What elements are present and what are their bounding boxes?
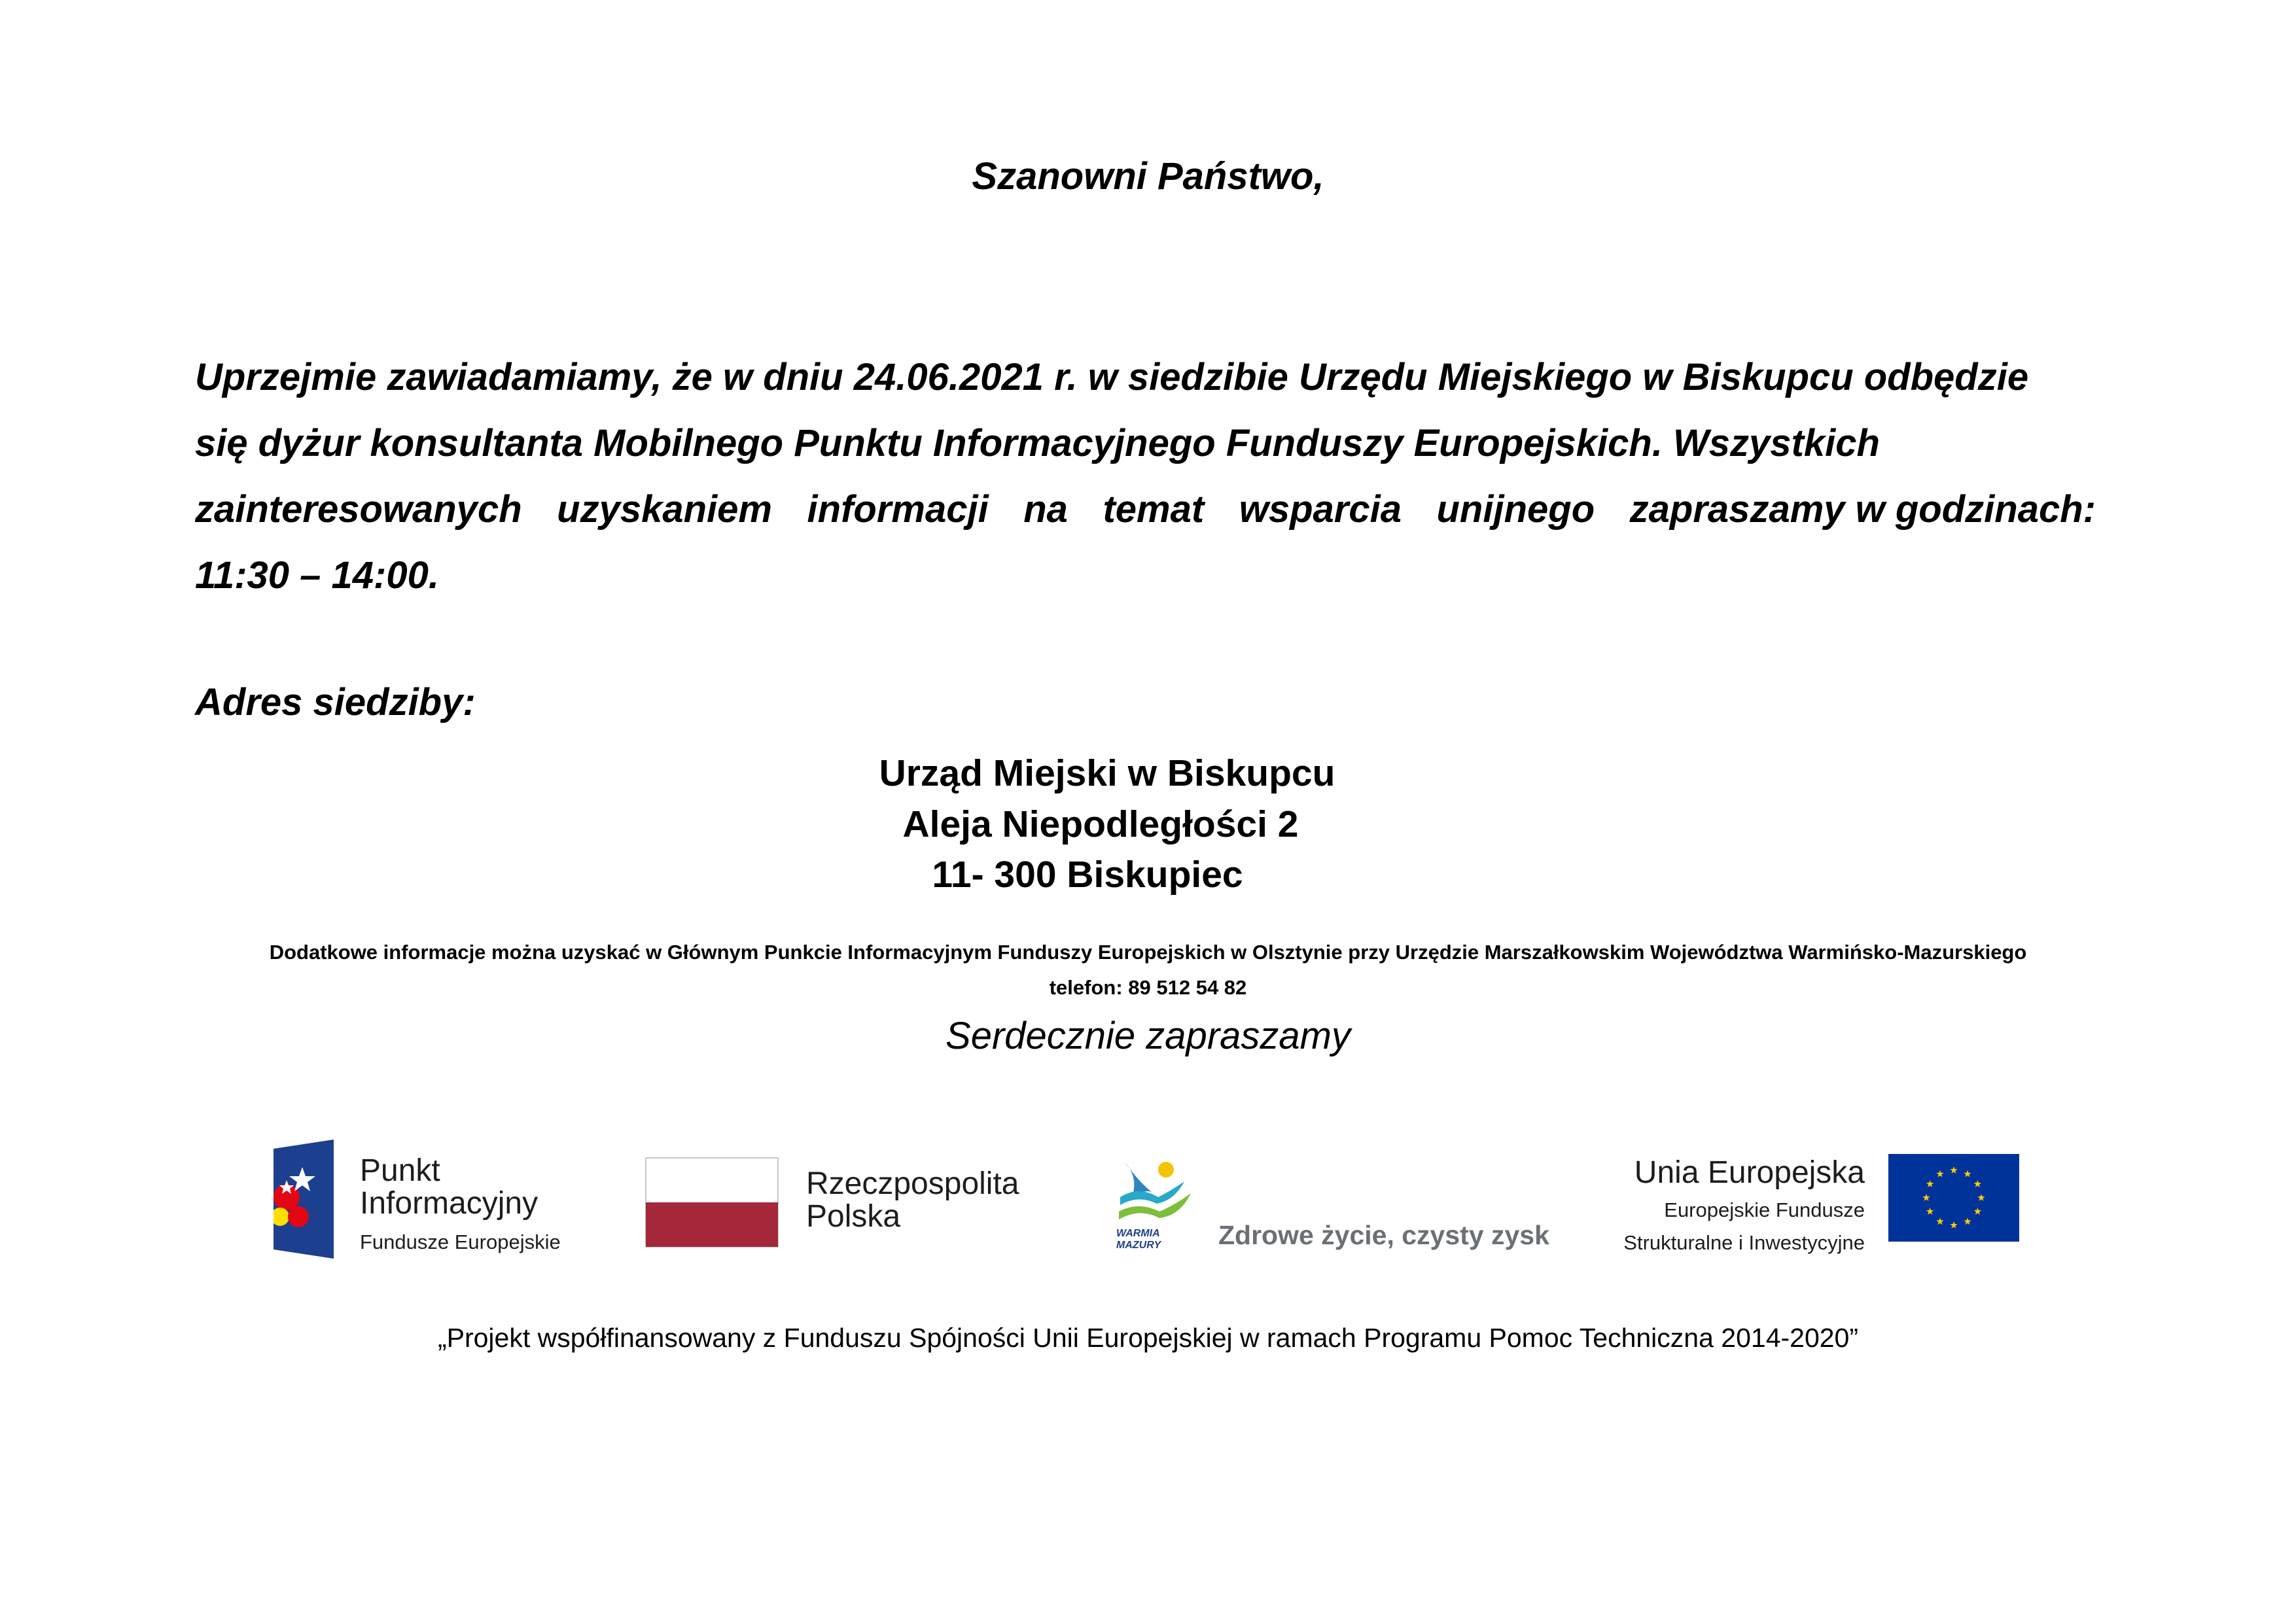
unia-europejska-logo (1583, 1155, 1865, 1257)
logo-subtitle: Europejskie Fundusze (1664, 1198, 1865, 1221)
paragraph-line-3 (195, 476, 2096, 542)
logo-title: Unia Europejska (1634, 1155, 1865, 1190)
eu-flag-icon (1888, 1154, 2019, 1242)
svg-text:MAZURY: MAZURY (1116, 1240, 1161, 1249)
word: uzyskaniem (557, 488, 772, 531)
fundusze-europejskie-logo-icon (274, 1140, 334, 1259)
word: unijnego (1436, 488, 1595, 531)
word: zainteresowanych (195, 488, 522, 531)
word: temat (1103, 488, 1205, 531)
address-label: Adres siedziby: (195, 681, 476, 724)
rzeczpospolita-polska-logo (806, 1168, 1019, 1233)
paragraph-line-4: 11:30 – 14:00. (195, 554, 439, 597)
word: informacji (807, 488, 989, 531)
word: zapraszamy w godzinach: (1629, 488, 2096, 531)
logo-title: Informacyjny (360, 1186, 539, 1221)
logo-title: Polska (806, 1199, 901, 1234)
announcement-paragraph (195, 344, 2096, 608)
greeting: Szanowni Państwo, (972, 155, 1324, 198)
address-city: 11- 300 Biskupiec (932, 854, 1243, 896)
extra-info: Dodatkowe informacje można uzyskać w Głównym Punkcie Informacyjnym Funduszy Europejskich w Olsztynie przy Urzędzie Marszałkowskim Województwa Warmińsko-Mazurskiego (269, 941, 2027, 964)
word: na (1023, 488, 1068, 531)
paragraph-line-1: Uprzejmie zawiadamiamy, że w dniu 24.06.2021 r. w siedzibie Urzędu Miejskiego w Biskupcu odbędzie (195, 356, 2029, 398)
project-footer: „Projekt współfinansowany z Funduszu Spójności Unii Europejskiej w ramach Programu Pomoc Techniczna 2014-2020” (437, 1323, 1859, 1353)
invitation: Serdecznie zapraszamy (945, 1015, 1351, 1057)
warmia-mazury-logo-icon (1112, 1151, 1201, 1249)
svg-text:WARMIA: WARMIA (1116, 1228, 1160, 1239)
logo-title: Rzeczpospolita (806, 1166, 1019, 1201)
address-street: Aleja Niepodległości 2 (902, 803, 1299, 845)
logo-subtitle: Strukturalne i Inwestycyjne (1623, 1231, 1865, 1254)
paragraph-line-2: się dyżur konsultanta Mobilnego Punktu Informacyjnego Funduszy Europejskich. Wszystkich (195, 422, 1880, 464)
extra-info-phone: telefon: 89 512 54 82 (1049, 976, 1247, 999)
warmia-mazury-slogan: Zdrowe życie, czysty zysk (1218, 1220, 1549, 1250)
address-name: Urząd Miejski w Biskupcu (879, 752, 1335, 794)
word: wsparcia (1239, 488, 1402, 531)
polish-flag-icon (645, 1157, 779, 1248)
punkt-informacyjny-logo (360, 1155, 561, 1254)
logo-title: Punkt (360, 1153, 440, 1188)
logo-subtitle: Fundusze Europejskie (360, 1230, 561, 1253)
